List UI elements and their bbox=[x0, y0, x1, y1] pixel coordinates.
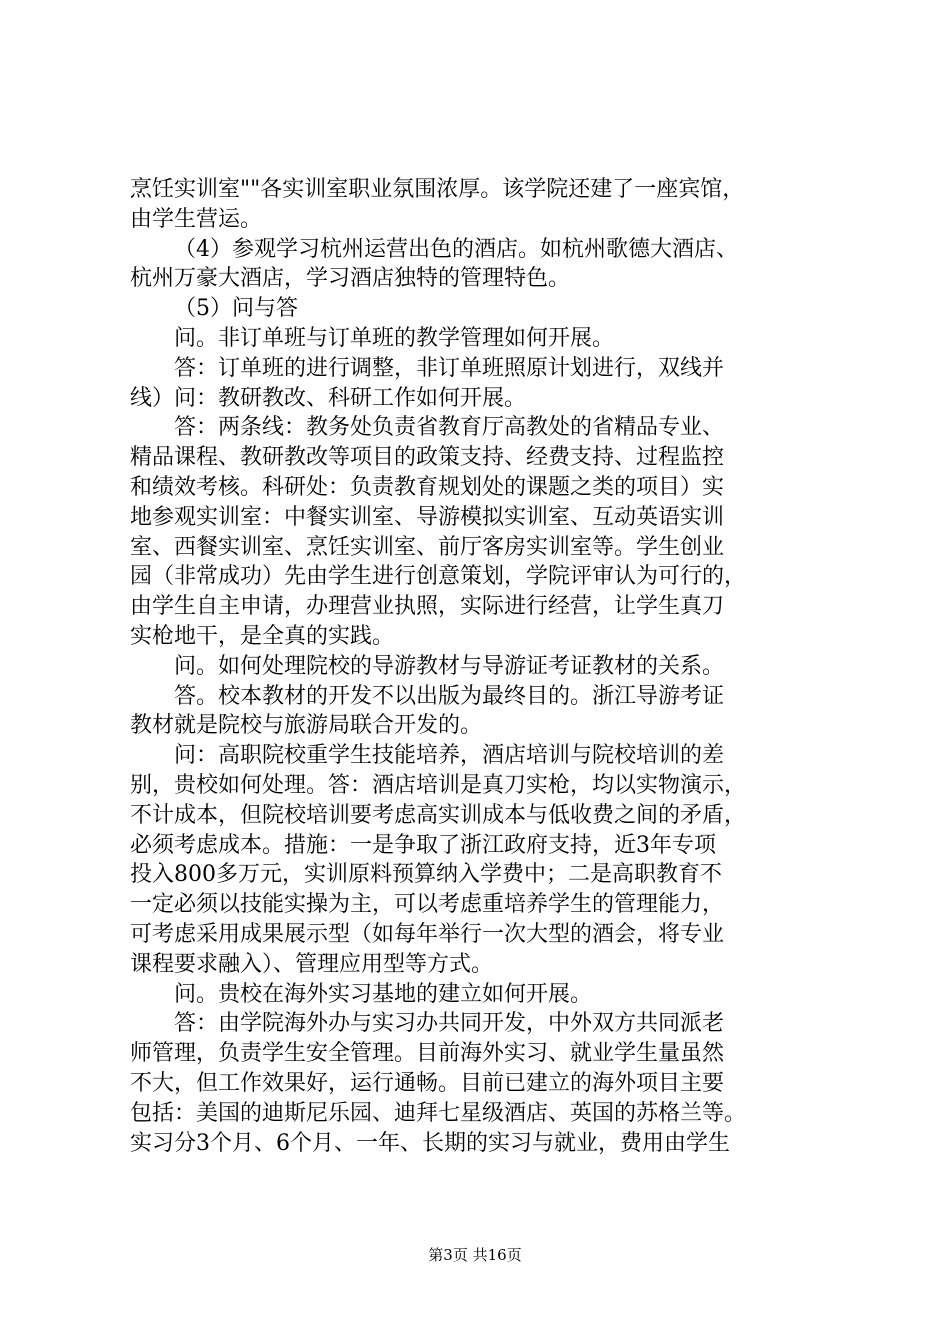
text-line: 线）问：教研教改、科研工作如何开展。 bbox=[130, 385, 527, 411]
text-line: 一定必须以技能实操为主，可以考虑重培养学生的管理能力， bbox=[130, 892, 725, 918]
text-line: 投入800多万元，实训原料预算纳入学费中；二是高职教育不 bbox=[130, 862, 722, 888]
text-line: 由学生营运。 bbox=[130, 206, 263, 232]
page-footer: 第3页 共16页 bbox=[428, 1246, 522, 1264]
text-line: 问。如何处理院校的导游教材与导游证考证教材的关系。 bbox=[174, 653, 725, 679]
text-line: 不计成本，但院校培训要考虑高实训成本与低收费之间的矛盾， bbox=[130, 802, 747, 828]
text-line: （5）问与答 bbox=[174, 296, 298, 322]
text-line: 不大，但工作效果好，运行通畅。目前已建立的海外项目主要 bbox=[130, 1070, 725, 1096]
text-line: 可考虑采用成果展示型（如每年举行一次大型的酒会，将专业 bbox=[130, 921, 725, 947]
text-line: 和绩效考核。科研处：负责教育规划处的课题之类的项目）实 bbox=[130, 474, 725, 500]
text-line: 问：高职院校重学生技能培养，酒店培训与院校培训的差 bbox=[174, 743, 725, 769]
text-line: 答：订单班的进行调整，非订单班照原计划进行，双线并 bbox=[174, 355, 725, 381]
text-line: 由学生自主申请，办理营业执照，实际进行经营，让学生真刀 bbox=[130, 594, 725, 620]
text-line: 问。贵校在海外实习基地的建立如何开展。 bbox=[174, 981, 593, 1007]
text-line: （4）参观学习杭州运营出色的酒店。如杭州歌德大酒店、 bbox=[174, 236, 738, 262]
text-line: 精品课程、教研教改等项目的政策支持、经费支持、过程监控 bbox=[130, 445, 725, 471]
text-line: 答：由学院海外办与实习办共同开发，中外双方共同派老 bbox=[174, 1011, 725, 1037]
text-line: 地参观实训室：中餐实训室、导游模拟实训室、互动英语实训 bbox=[130, 504, 725, 530]
text-line: 课程要求融入）、管理应用型等方式。 bbox=[130, 951, 494, 977]
text-line: 实习分3个月、6个月、一年、长期的实习与就业，费用由学生 bbox=[130, 1130, 730, 1156]
text-line: 包括：美国的迪斯尼乐园、迪拜七星级酒店、英国的苏格兰等。 bbox=[130, 1100, 747, 1126]
text-line: 园（非常成功）先由学生进行创意策划，学院评审认为可行的， bbox=[130, 564, 747, 590]
text-line: 别，贵校如何处理。答：酒店培训是真刀实枪，均以实物演示， bbox=[130, 772, 747, 798]
text-line: 杭州万豪大酒店，学习酒店独特的管理特色。 bbox=[130, 266, 571, 292]
text-line: 教材就是院校与旅游局联合开发的。 bbox=[130, 713, 483, 739]
document-body bbox=[130, 175, 830, 1158]
text-line: 答。校本教材的开发不以出版为最终目的。浙江导游考证 bbox=[174, 683, 725, 709]
text-line: 答：两条线：教务处负责省教育厅高教处的省精品专业、 bbox=[174, 415, 725, 441]
text-line: 实枪地干，是全真的实践。 bbox=[130, 623, 395, 649]
text-line: 师管理，负责学生安全管理。目前海外实习、就业学生量虽然 bbox=[130, 1041, 725, 1067]
text-line: 烹饪实训室""各实训室职业氛围浓厚。该学院还建了一座宾馆， bbox=[130, 177, 745, 202]
text-line: 问。非订单班与订单班的教学管理如何开展。 bbox=[174, 325, 615, 351]
text-line: 必须考虑成本。措施：一是争取了浙江政府支持，近3年专项 bbox=[130, 832, 716, 858]
text-line: 室、西餐实训室、烹饪实训室、前厅客房实训室等。学生创业 bbox=[130, 534, 725, 560]
